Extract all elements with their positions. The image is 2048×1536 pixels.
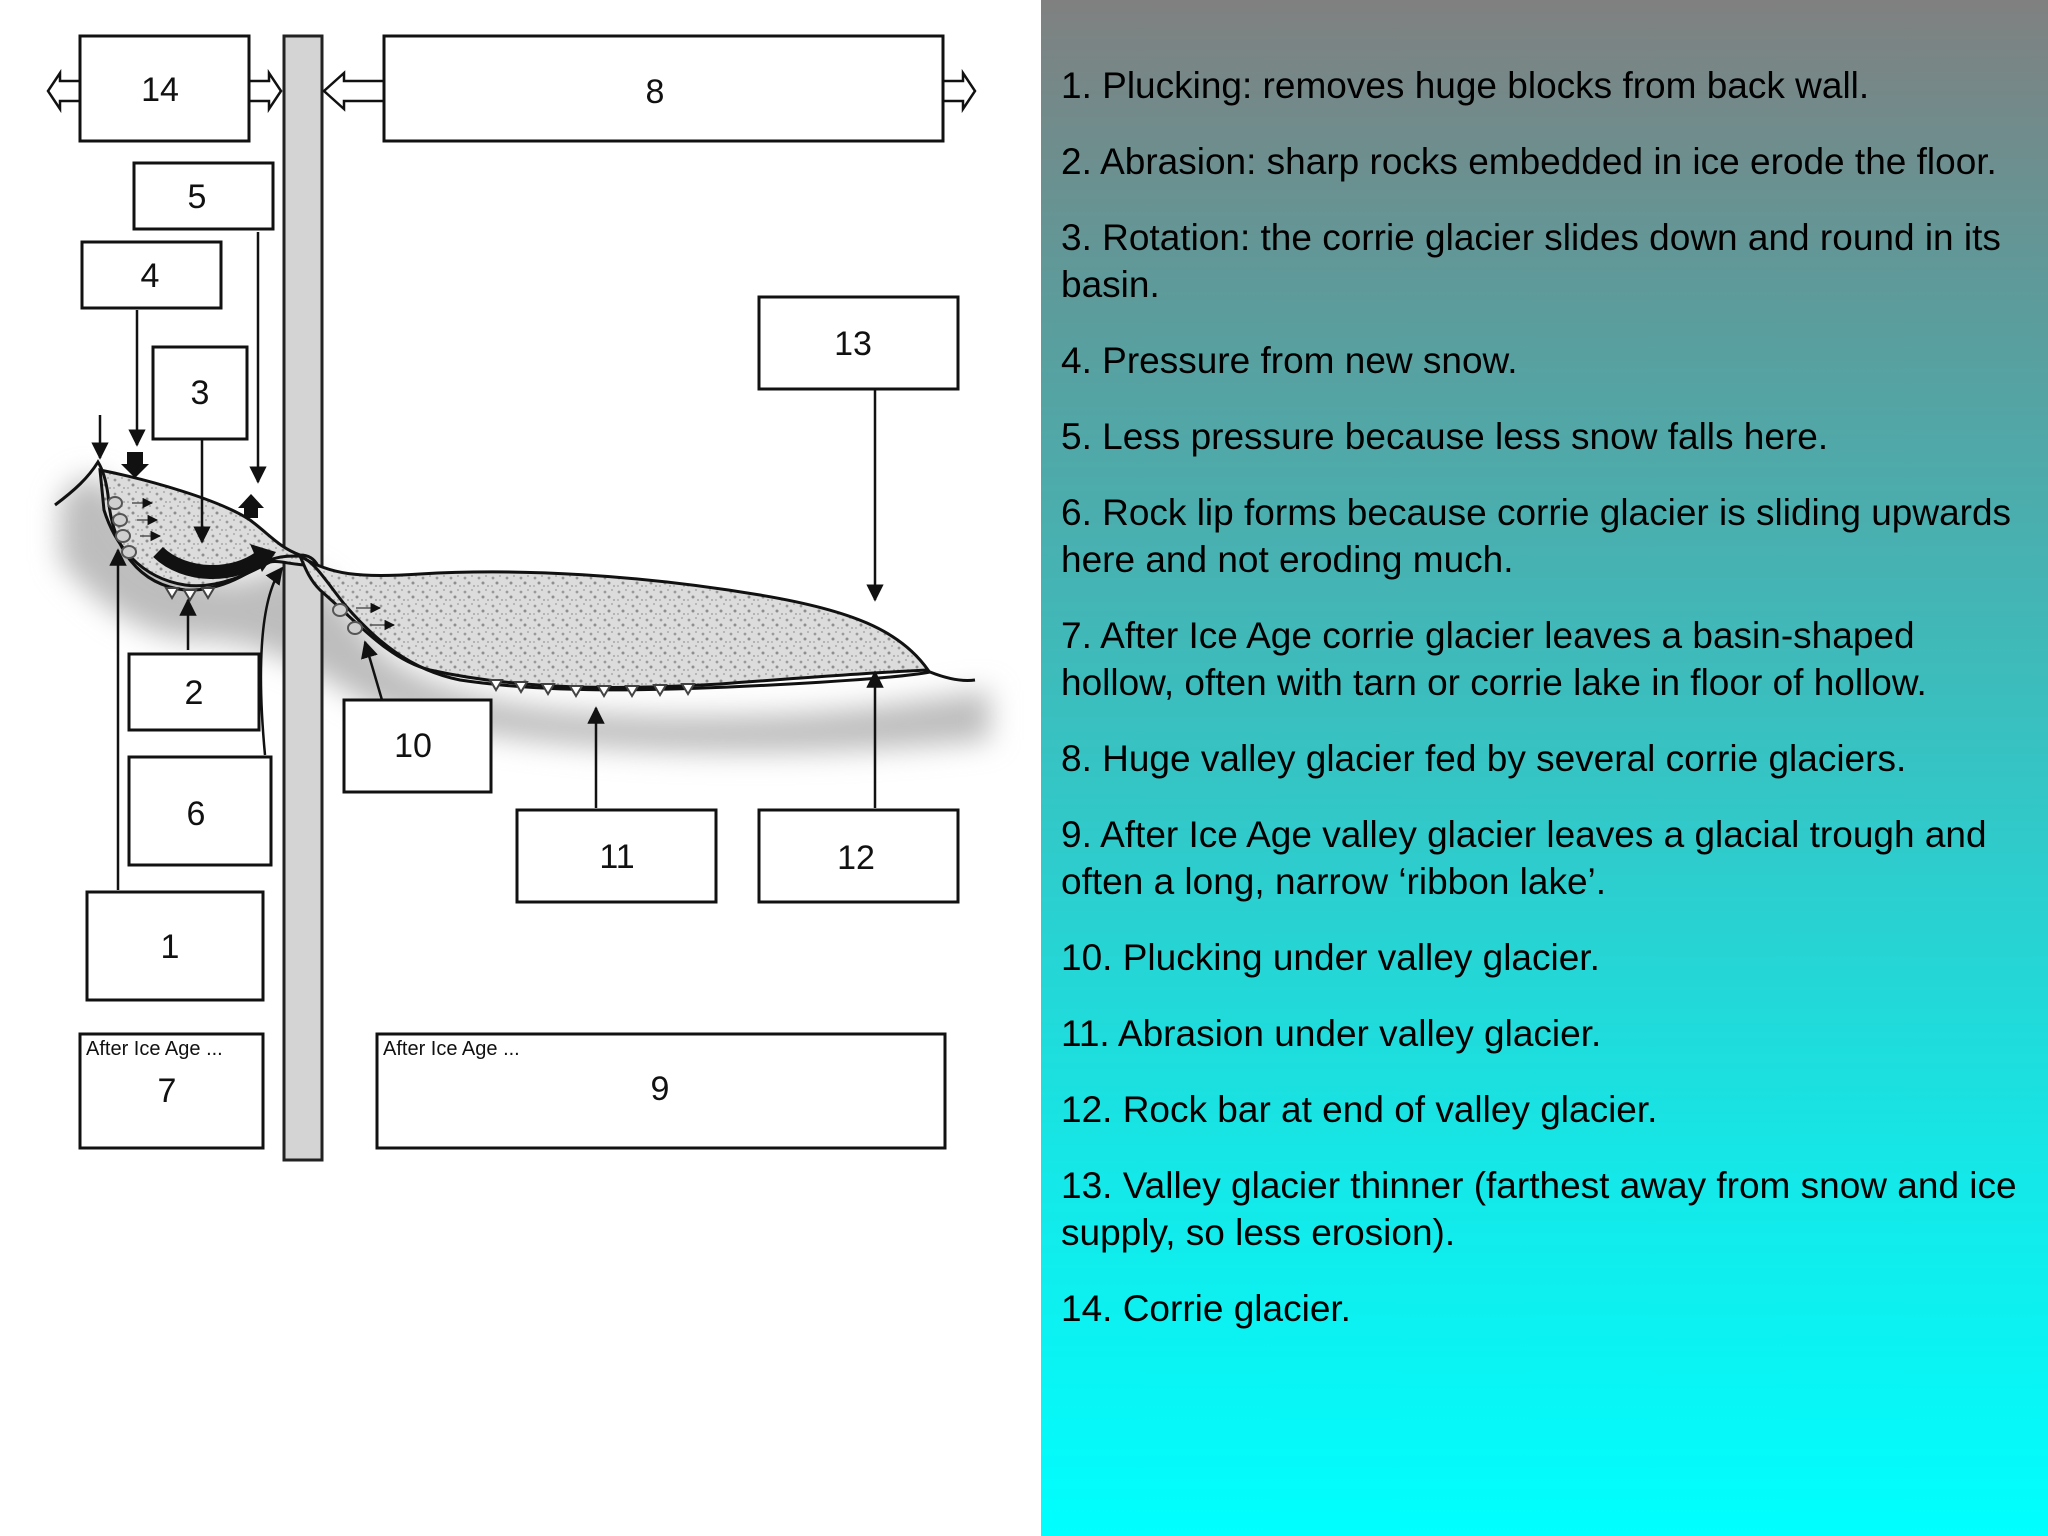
legend-item-9: 9. After Ice Age valley glacier leaves a glacial trough and often a long, narrow ‘ribbon lake’.: [1061, 814, 1987, 902]
svg-text:5: 5: [187, 178, 207, 216]
legend-item-10: 10. Plucking under valley glacier.: [1061, 937, 1600, 978]
box-1: [87, 892, 263, 1000]
box-13: [759, 297, 958, 389]
svg-text:1: 1: [160, 928, 180, 966]
svg-text:2: 2: [184, 674, 204, 712]
svg-text:3: 3: [190, 374, 210, 412]
legend-item-8: 8. Huge valley glacier fed by several corrie glaciers.: [1061, 738, 1907, 779]
box-2: [129, 654, 259, 730]
svg-text:6: 6: [186, 795, 206, 833]
legend-item-1: 1. Plucking: removes huge blocks from back wall.: [1061, 65, 1870, 106]
legend-item-7: 7. After Ice Age corrie glacier leaves a basin-shaped hollow, often with tarn or corrie lake in floor of hollow.: [1061, 615, 1927, 703]
box-4: [82, 242, 221, 308]
box-14: [80, 36, 249, 141]
legend-item-11: 11. Abrasion under valley glacier.: [1061, 1013, 1602, 1054]
legend-item-3: 3. Rotation: the corrie glacier slides down and round in its basin.: [1061, 217, 2001, 305]
svg-text:12: 12: [837, 839, 875, 877]
box-11: [517, 810, 716, 902]
legend-item-5: 5. Less pressure because less snow falls here.: [1061, 416, 1829, 457]
divider-bar: [284, 36, 322, 1160]
svg-text:13: 13: [834, 325, 872, 363]
svg-text:After Ice Age ...: After Ice Age ...: [86, 1038, 223, 1060]
box-8: [384, 36, 943, 141]
svg-text:10: 10: [394, 727, 432, 765]
svg-text:14: 14: [141, 71, 179, 109]
svg-text:9: 9: [650, 1070, 670, 1108]
box-10: [344, 700, 491, 792]
svg-text:11: 11: [599, 838, 635, 876]
diagram-svg: [0, 0, 1040, 1200]
box-7: [80, 1034, 263, 1148]
legend-item-13: 13. Valley glacier thinner (farthest away from snow and ice supply, so less erosion).: [1061, 1165, 2017, 1253]
box-6: [129, 757, 271, 865]
svg-text:7: 7: [157, 1072, 177, 1110]
legend-item-6: 6. Rock lip forms because corrie glacier is sliding upwards here and not eroding much.: [1061, 492, 2012, 580]
legend-panel: [1041, 0, 2048, 1536]
legend-item-2: 2. Abrasion: sharp rocks embedded in ice erode the floor.: [1061, 141, 1997, 182]
box-5: [134, 163, 273, 229]
box-12: [759, 810, 958, 902]
svg-text:8: 8: [645, 73, 665, 111]
legend-list: [1061, 62, 2026, 1361]
legend-item-4: 4. Pressure from new snow.: [1061, 340, 1518, 381]
legend-item-14: 14. Corrie glacier.: [1061, 1288, 1351, 1329]
svg-text:4: 4: [140, 257, 160, 295]
box-9: [377, 1034, 945, 1148]
box-3: [153, 347, 247, 439]
legend-item-12: 12. Rock bar at end of valley glacier.: [1061, 1089, 1658, 1130]
svg-text:After Ice Age ...: After Ice Age ...: [383, 1038, 520, 1060]
